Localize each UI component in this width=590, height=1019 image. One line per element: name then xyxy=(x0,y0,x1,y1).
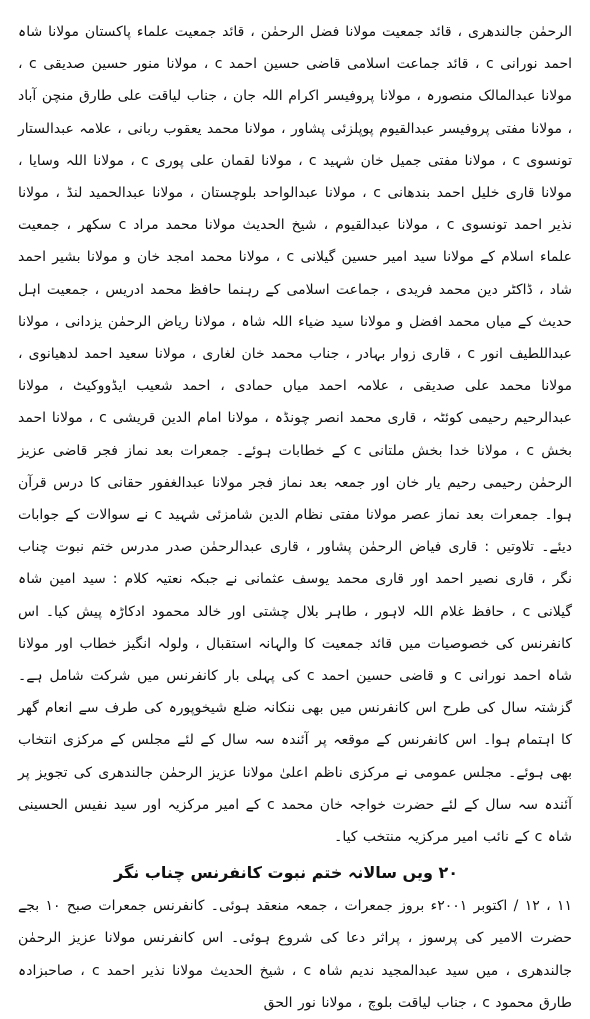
paragraph-conference-details: ۱۱ ، ۱۲ / اکتوبر ۲۰۰۱ء بروز جمعرات ، جمعہ منعقد ہوئی۔ کانفرنس جمعرات صبح ۱۰ بجے حضرت الامیر کی پرسوز ، پراثر دعا کی شروع ہوئی۔ اس کانفرنس مولانا عزیز الرحمٰن جالندھری ، میں سید عبدالمجید ندیم شاہ c ، شیخ الحدیث مولانا نذیر احمد c ، صاحبزادہ طارق محمود c ، جناب لیاقت بلوچ ، مولانا نور الحق xyxy=(18,898,573,1011)
paragraph-conference-speakers: الرحمٰن جالندھری ، قائد جمعیت مولانا فضل الرحمٰن ، قائد جمعیت علماء پاکستان مولانا شاہ احمد نورانی c ، قائد جماعت اسلامی قاضی حسین احمد c ، مولانا منور حسین صدیقی c ، مولانا عبدالمالک منصورہ ، مولانا پروفیسر اکرام اللہ جان ، جناب لیاقت علی طارق منچن آباد ، مولانا مفتی پروفیسر عبدالقیوم پوپلزئی پشاور ، مولانا محمد یعقوب ربانی ، علامہ عبدالستار تونسوی c ، مولانا مفتی جمیل خان شہید c ، مولانا لقمان علی پوری c ، مولانا اللہ وسایا ، مولانا قاری خلیل احمد بندھانی c ، مولانا عبدالواحد بلوچستان ، مولانا عبدالحمید لنڈ ، مولانا نذیر احمد تونسوی c ، مولانا عبدالقیوم ، شیخ الحدیث مولانا محمد مراد c سکھر ، جمعیت علماء اسلام کے مولانا سید امیر حسین گیلانی c ، مولانا محمد امجد خان و مولانا بشیر احمد شاد ، ڈاکٹر دین محمد فریدی ، جماعت اسلامی کے رہنما حافظ محمد ادریس ، جمعیت اہل حدیث کے میاں محمد افضل و مولانا سید ضیاء اللہ شاہ ، مولانا ریاض الرحمٰن یزدانی ، مولانا عبداللطیف انور c ، قاری زوار بہادر ، جناب محمد خان لغاری ، مولانا سعید احمد لدھیانوی ، مولانا محمد علی صدیقی ، علامہ احمد میاں حمادی ، احمد شعیب ایڈووکیٹ ، مولانا عبدالرحیم رحیمی کوئٹہ ، قاری محمد انصر چونڈہ ، مولانا امام الدین قریشی c ، مولانا احمد بخش c ، مولانا خدا بخش ملتانی c کے خطابات ہوئے۔ جمعرات بعد نماز فجر قاضی عزیز الرحمٰن رحیمی رحیم یار خان اور جمعہ بعد نماز فجر مولانا عبدالغفور حقانی کا درس قرآن ہوا۔ جمعرات بعد نماز عصر مولانا مفتی نظام الدین شامزئی شہید c نے سوالات کے جوابات دیئے۔ تلاوتیں : قاری فیاض الرحمٰن پشاور ، قاری عبدالرحمٰن صدر مدرس ختم نبوت چناب نگر ، قاری نصیر احمد اور قاری محمد یوسف عثمانی نے جبکہ نعتیہ کلام : سید امین شاہ گیلانی c ، حافظ غلام اللہ لاہور ، طاہر بلال چشتی اور خالد محمود ادکاڑہ پیش کیا۔ اس کانفرنس کی خصوصیات میں قائد جمعیت کا والہانہ استقبال ، ولولہ انگیز خطاب اور مولانا شاہ احمد نورانی c و قاضی حسین احمد c کی پہلی بار کانفرنس میں شرکت شامل ہے۔ گزشتہ سال کی طرح اس کانفرنس میں بھی ننکانہ ضلع شیخوپورہ کی طرف سے انعام گھر کا اہتمام ہوا۔ اس کانفرنس کے موقعہ پر آئندہ سہ سال کے لئے مجلس کے مرکزی انتخاب بھی ہوئے۔ مجلس عمومی نے مرکزی ناظم اعلیٰ مولانا عزیز الرحمٰن جالندھری کی تجویز پر آئندہ سہ سال کے لئے حضرت خواجہ خان محمد c کے امیر مرکزیہ اور سید نفیس الحسینی شاہ c کے نائب امیر مرکزیہ منتخب کیا۔ xyxy=(18,24,573,846)
section-heading: ۲۰ ویں سالانہ ختم نبوت کانفرنس چناب نگر xyxy=(114,863,458,883)
document-body xyxy=(18,16,572,1019)
